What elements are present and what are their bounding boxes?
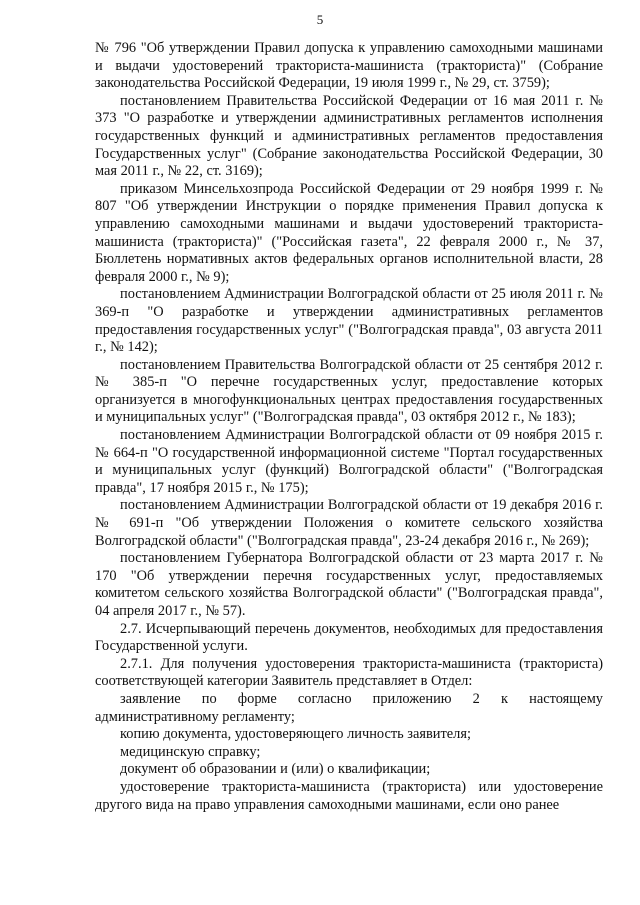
- list-item-id-copy: копию документа, удостоверяющего личность заявителя;: [120, 726, 471, 743]
- page-number: 5: [316, 12, 324, 27]
- paragraph-resolution-373: постановлением Правительства Российской Федерации от 16 мая 2011 г. № 373 "О разработке и утверждении административных регламентов исполнения государственных функций и административных регламентов предоставления Государственных услуг" (Собрание законодательства Российской Федерации, 30 мая 2011 г., № 22, ст. 3169);: [95, 92, 603, 180]
- paragraph-resolution-664p: постановлением Администрации Волгоградской области от 09 ноября 2015 г. № 664-п "О государственной информационной системе "Портал государственных и муниципальных услуг (функций) Волгоградской области" ("Волгоградская правда", 17 ноября 2015 г., № 175);: [95, 427, 603, 496]
- paragraph-resolution-691p: постановлением Администрации Волгоградской области от 19 декабря 2016 г. № 691-п "Об утверждении Положения о комитете сельского хозяйства Волгоградской области" ("Волгоградская правда", 23-24 декабря 2016 г., № 269);: [95, 497, 603, 549]
- list-item-medical-certificate: медицинскую справку;: [120, 743, 261, 760]
- list-item-education-document: документ об образовании и (или) о квалификации;: [120, 761, 431, 778]
- paragraph-governor-170: постановлением Губернатора Волгоградской области от 23 марта 2017 г. № 170 "Об утверждении перечня государственных услуг, предоставляемых комитетом сельского хозяйства Волгоградской области" ("Волгоградская правда", 04 апреля 2017 г., № 57).: [95, 550, 603, 619]
- paragraph-resolution-369p: постановлением Администрации Волгоградской области от 25 июля 2011 г. № 369-п "О разработке и утверждении административных регламентов предоставления государственных услуг" ("Волгоградская правда", 03 августа 2011 г., № 142);: [95, 286, 603, 356]
- paragraph-order-807: приказом Минсельхозпрода Российской Федерации от 29 ноября 1999 г. № 807 "Об утверждении Инструкции о порядке применения Правил допуска к управлению самоходными машинами и выдачи удостоверений тракториста-машиниста (тракториста)" ("Российская газета", 22 февраля 2000 г., № 37, Бюллетень нормативных актов федеральных органов исполнительной власти, 28 февраля 2000 г., № 9);: [95, 180, 603, 285]
- list-item-tractor-license: удостоверение тракториста-машиниста (тракториста) или удостоверение другого вида на право управления самоходными машинами, если оно ранее: [95, 778, 603, 813]
- section-2-7-heading: 2.7. Исчерпывающий перечень документов, необходимых для предоставления Государственной услуги.: [95, 620, 603, 655]
- section-2-7-1: 2.7.1. Для получения удостоверения тракториста-машиниста (тракториста) соответствующей категории Заявитель представляет в Отдел:: [95, 655, 603, 690]
- paragraph-decree-796-continuation: № 796 "Об утверждении Правил допуска к управлению самоходными машинами и выдачи удостоверений тракториста-машиниста (тракториста)" (Собрание законодательства Российской Федерации, 19 июля 1999 г., № 29, ст. 3759);: [95, 40, 603, 92]
- paragraph-resolution-385p: постановлением Правительства Волгоградской области от 25 сентября 2012 г. № 385-п "О перечне государственных услуг, предоставление которых организуется в многофункциональных центрах предоставления государственных и муниципальных услуг" ("Волгоградская правда", 03 октября 2012 г., № 183);: [95, 356, 603, 426]
- document-body: [95, 40, 603, 814]
- list-item-application: заявление по форме согласно приложению 2 к настоящему административному регламенту;: [95, 690, 603, 725]
